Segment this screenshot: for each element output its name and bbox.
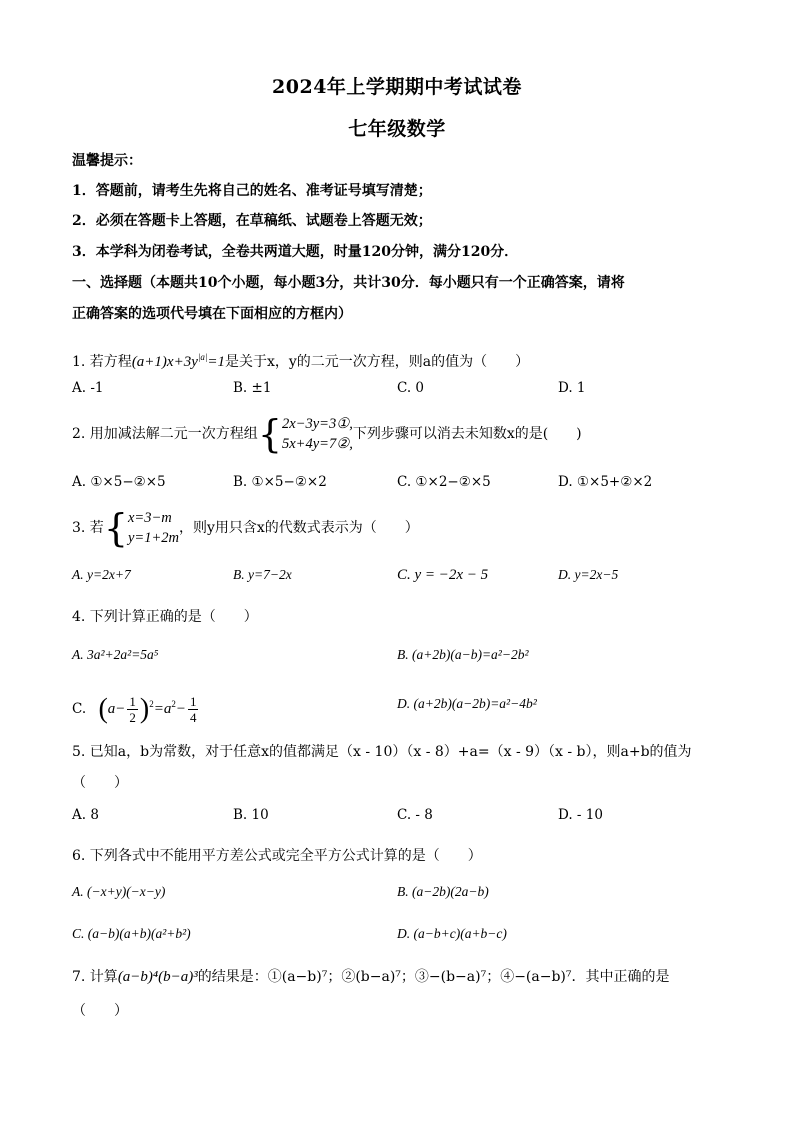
question-2-option-b: B. ①×5−②×2 <box>233 474 327 490</box>
question-2-system: 2x−3y=3①, 5x+4y=7②, <box>282 416 353 452</box>
question-7-number: 7. 计算 <box>72 969 118 985</box>
question-1-option-c: C. 0 <box>397 380 425 396</box>
question-5-line2: （ ） <box>72 775 128 791</box>
question-1-number: 1. 若方程 <box>72 354 132 370</box>
question-4-option-c-label: C. <box>72 701 87 717</box>
exam-title: 2024年上学期期中考试试卷 <box>272 76 522 98</box>
question-4-option-d: D. (a+2b)(a−2b)=a²−4b² <box>397 696 537 711</box>
tip-item-3: 3．本学科为闭卷考试，全卷共两道大题，时量120分钟，满分120分． <box>72 244 519 260</box>
brace-icon: { <box>103 506 128 550</box>
question-7-expression: (a−b)⁴(b−a)³ <box>117 969 198 985</box>
question-4-option-c-expression: (a− $\frac{1}{2}$ )$^2=a^2-$ $\frac{1}{4}$ <box>98 693 197 726</box>
question-1-option-a: A. -1 <box>72 380 104 396</box>
question-2-stem: 下列步骤可以消去未知数x的是( ) <box>352 426 582 442</box>
tips-heading: 温馨提示： <box>72 153 142 169</box>
question-5-option-a: A. 8 <box>72 807 99 823</box>
question-4-option-c <box>72 684 200 724</box>
tip-item-1: 1．答题前，请考生先将自己的姓名、准考证号填写清楚； <box>72 183 432 199</box>
question-3-option-d: D. y=2x−5 <box>558 567 619 582</box>
question-6-option-a: A. (−x+y)(−x−y) <box>72 884 166 899</box>
question-3-option-b: B. y=7−2x <box>233 567 292 582</box>
question-4-option-a: A. 3a²+2a²=5a⁵ <box>72 647 159 662</box>
question-3-stem: ，则y用只含x的代数式表示为（ ） <box>178 520 419 536</box>
question-2-option-c: C. ①×2−②×5 <box>397 474 491 490</box>
question-1-stem: 是关于x，y的二元一次方程，则a的值为（ ） <box>224 354 530 370</box>
question-3-system: x=3−m y=1+2m <box>128 510 179 546</box>
question-2-number: 2. 用加减法解二元一次方程组 <box>72 426 258 442</box>
question-2 <box>72 412 582 456</box>
question-7-stem: 的结果是：①(a−b)⁷；②(b−a)⁷；③−(b−a)⁷；④−(a−b)⁷．其中正确的是 <box>197 969 670 985</box>
question-5-option-d: D. - 10 <box>558 807 603 823</box>
question-1 <box>72 347 529 372</box>
question-3-option-a: A. y=2x+7 <box>72 567 131 582</box>
question-4: 4. 下列计算正确的是（ ） <box>72 609 258 625</box>
question-3-number: 3. 若 <box>72 520 104 536</box>
question-4-option-b: B. (a+2b)(a−b)=a²−2b² <box>397 647 529 662</box>
brace-icon: { <box>257 412 282 456</box>
exam-subtitle: 七年级数学 <box>348 118 446 140</box>
question-6-option-c: C. (a−b)(a+b)(a²+b²) <box>72 926 191 941</box>
tip-item-2: 2．必须在答题卡上答题，在草稿纸、试题卷上答题无效； <box>72 213 432 229</box>
question-5-option-b: B. 10 <box>233 807 269 823</box>
question-5-option-c: C. - 8 <box>397 807 433 823</box>
section-heading-line2: 正确答案的选项代号填在下面相应的方框内） <box>72 306 352 322</box>
question-1-option-d: D. 1 <box>558 380 586 396</box>
question-5: 5. 已知a，b为常数，对于任意x的值都满足（x - 10）（x - 8）+a=（x - 9）（x - b），则a+b的值为 <box>72 744 692 760</box>
section-heading-line1: 一、选择题（本题共10个小题，每小题3分，共计30分．每小题只有一个正确答案，请将 <box>72 275 625 291</box>
question-6-option-d: D. (a−b+c)(a+b−c) <box>397 926 507 941</box>
question-3 <box>72 506 419 550</box>
question-1-expression: $(a+1)x+3y^{|a|}=1$ <box>131 352 225 370</box>
question-1-option-b: B. ±1 <box>233 380 272 396</box>
question-2-option-d: D. ①×5+②×2 <box>558 474 653 490</box>
question-7 <box>72 967 670 987</box>
question-6: 6. 下列各式中不能用平方差公式或完全平方公式计算的是（ ） <box>72 848 482 864</box>
question-2-option-a: A. ①×5−②×5 <box>72 474 166 490</box>
question-6-option-b: B. (a−2b)(2a−b) <box>397 884 489 899</box>
question-3-option-c: C. y = −2x − 5 <box>397 567 489 583</box>
question-7-line2: （ ） <box>72 1003 128 1019</box>
